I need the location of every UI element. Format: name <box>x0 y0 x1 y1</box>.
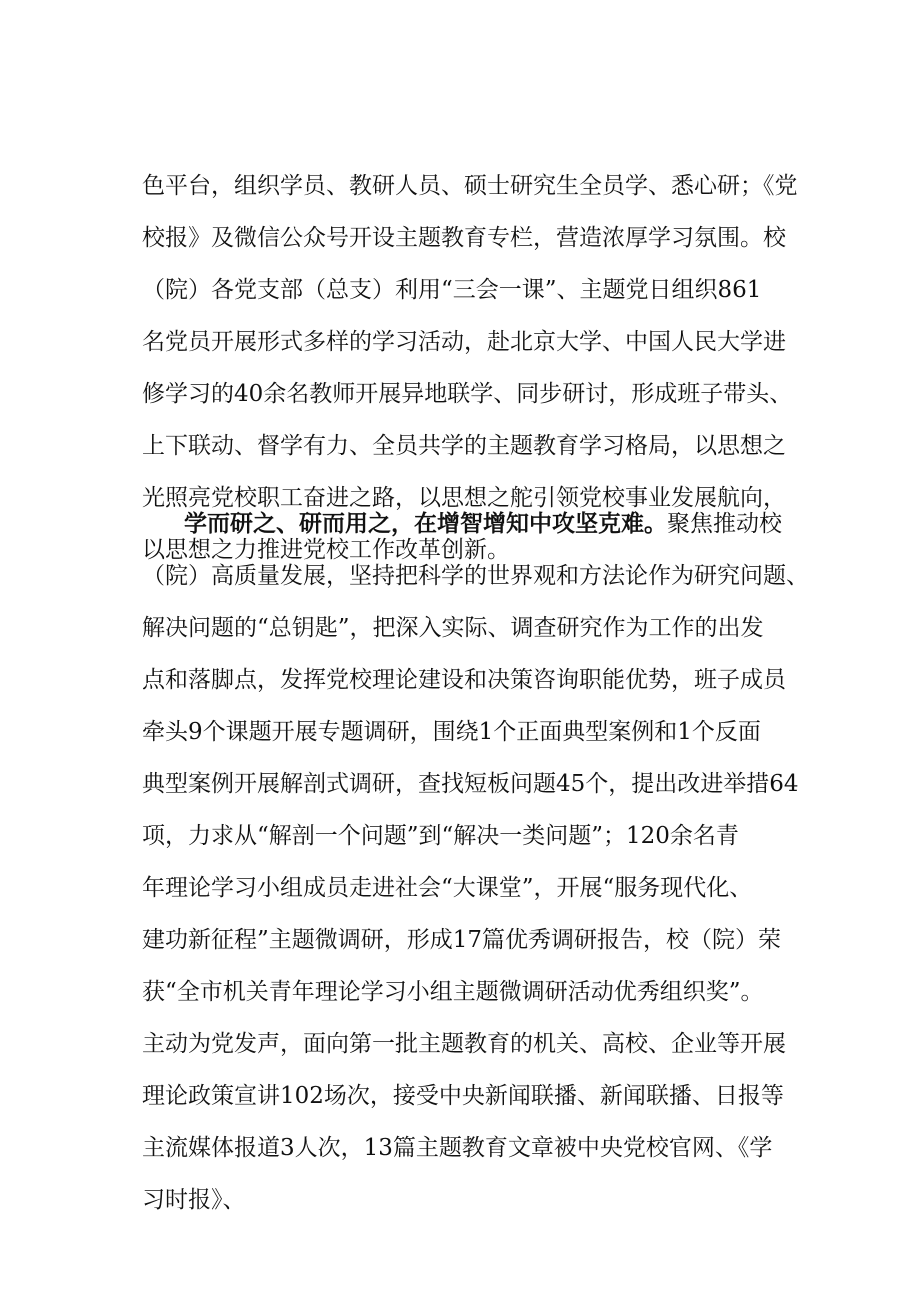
paragraph-2-first-line <box>142 498 802 550</box>
paragraph-2-line: 主动为党发声，面向第一批主题教育的机关、高校、企业等开展 <box>142 1031 786 1057</box>
paragraph-1-line: 光照亮党校职工奋进之路，以思想之舵引领党校事业发展航向， <box>142 485 786 511</box>
paragraph-2-line: 理论政策宣讲102场次，接受中央新闻联播、新闻联播、日报等 <box>142 1083 784 1109</box>
paragraph-2-line: 习时报》、 <box>142 1187 246 1213</box>
paragraph-1-line: 以思想之力推进党校工作改革创新。 <box>142 537 510 563</box>
paragraph-2-line: （院）高质量发展，坚持把科学的世界观和方法论作为研究问题、 <box>142 563 809 589</box>
paragraph-1-line: 名党员开展形式多样的学习活动，赴北京大学、中国人民大学进 <box>142 329 786 355</box>
paragraph-2 <box>142 498 809 1226</box>
paragraph-1-line: 色平台，组织学员、教研人员、硕士研究生全员学、悉心研；《党 <box>142 173 798 199</box>
paragraph-2-line: 点和落脚点，发挥党校理论建设和决策咨询职能优势，班子成员 <box>142 667 786 693</box>
paragraph-2-heading: 学而研之、研而用之，在增智增知中攻坚克难。 <box>184 510 667 537</box>
paragraph-2-line: 解决问题的“总钥匙”，把深入实际、调查研究作为工作的出发 <box>142 615 764 641</box>
paragraph-2-line: 年理论学习小组成员走进社会“大课堂”，开展“服务现代化、 <box>142 875 753 901</box>
paragraph-1-line: 校报》及微信公众号开设主题教育专栏，营造浓厚学习氛围。校 <box>142 225 786 251</box>
paragraph-2-line: 典型案例开展解剖式调研，查找短板问题45个，提出改进举措64 <box>142 771 799 797</box>
paragraph-1-line: 修学习的40余名教师开展异地联学、同步研讨，形成班子带头、 <box>142 381 793 407</box>
paragraph-1-line: 上下联动、督学有力、全员共学的主题教育学习格局，以思想之 <box>142 433 786 459</box>
paragraph-2-line: 项，力求从“解剖一个问题”到“解决一类问题”；120余名青 <box>142 823 739 849</box>
paragraph-2-line: 建功新征程”主题微调研，形成17篇优秀调研报告，校（院）荣 <box>142 927 782 953</box>
paragraph-2-first-line-rest: 聚焦推动校 <box>667 511 782 537</box>
paragraph-2-line: 牵头9个课题开展专题调研，围绕1个正面典型案例和1个反面 <box>142 719 761 745</box>
paragraph-2-line: 获“全市机关青年理论学习小组主题微调研活动优秀组织奖”。 <box>142 979 764 1005</box>
paragraph-2-line: 主流媒体报道3人次，13篇主题教育文章被中央党校官网、《学 <box>142 1135 773 1161</box>
paragraph-1-line: （院）各党支部（总支）利用“三会一课”、主题党日组织861 <box>142 277 762 303</box>
